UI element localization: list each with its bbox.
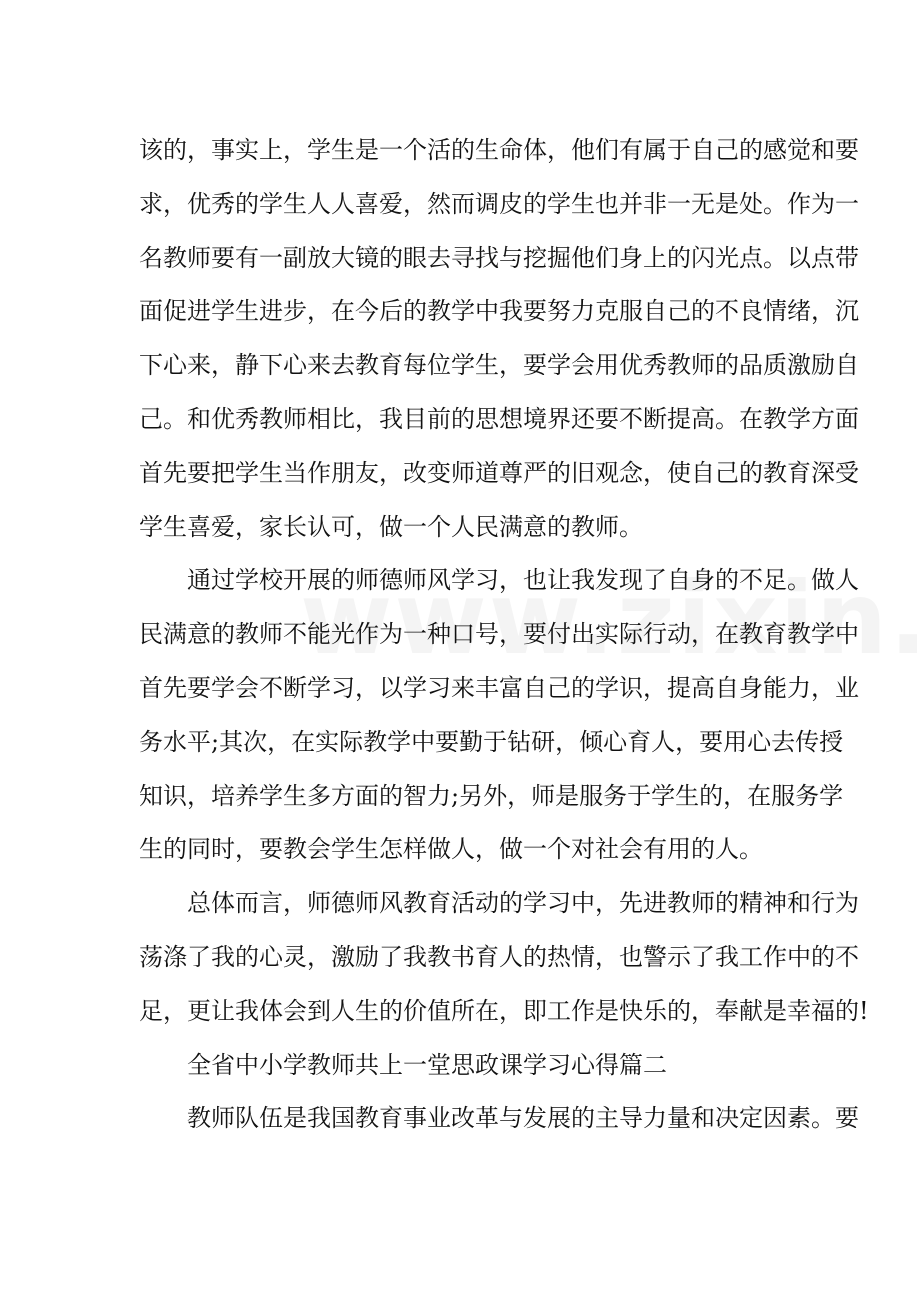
text-line: 通过学校开展的师德师风学习，也让我发现了自身的不足。做人 [187,566,859,595]
document-body [139,124,869,1146]
paragraph-1 [139,124,859,554]
paragraph-5 [139,1092,859,1146]
text-line: 务水平;其次，在实际教学中要勤于钻研，倾心育人，要用心去传授 [139,727,844,756]
text-line: 名教师要有一副放大镜的眼去寻找与挖掘他们身上的闪光点。以点带 [139,243,859,272]
text-line: 民满意的教师不能光作为一种口号，要付出实际行动，在教育教学中 [139,620,859,649]
text-line: 面促进学生进步，在今后的教学中我要努力克服自己的不良情绪，沉 [139,297,859,326]
heading-text: 全省中小学教师共上一堂思政课学习心得篇二 [187,1050,667,1079]
text-line: 首先要把学生当作朋友，改变师道尊严的旧观念，使自己的教育深受 [139,458,859,487]
text-line: 总体而言，师德师风教育活动的学习中，先进教师的精神和行为 [187,889,859,918]
paragraph-3 [139,877,869,1038]
text-line: 下心来，静下心来去教育每位学生，要学会用优秀教师的品质激励自 [139,351,859,380]
paragraph-2 [139,554,859,877]
text-line: 教师队伍是我国教育事业改革与发展的主导力量和决定因素。要 [187,1104,859,1133]
text-line: 首先要学会不断学习，以学习来丰富自己的学识，提高自身能力，业 [139,673,859,702]
text-line: 学生喜爱，家长认可，做一个人民满意的教师。 [139,512,643,541]
text-line: 知识，培养学生多方面的智力;另外，师是服务于学生的，在服务学 [139,781,844,810]
text-line: 求，优秀的学生人人喜爱，然而调皮的学生也并非一无是处。作为一 [139,189,859,218]
text-line: 己。和优秀教师相比，我目前的思想境界还要不断提高。在教学方面 [139,404,859,433]
text-line: 生的同时，要教会学生怎样做人，做一个对社会有用的人。 [139,835,763,864]
section-heading [139,1039,787,1093]
text-line: 荡涤了我的心灵，激励了我教书育人的热情，也警示了我工作中的不 [139,942,859,971]
text-line: 该的，事实上，学生是一个活的生命体，他们有属于自己的感觉和要 [139,136,859,164]
text-line: 足，更让我体会到人生的价值所在，即工作是快乐的，奉献是幸福的! [139,996,869,1025]
